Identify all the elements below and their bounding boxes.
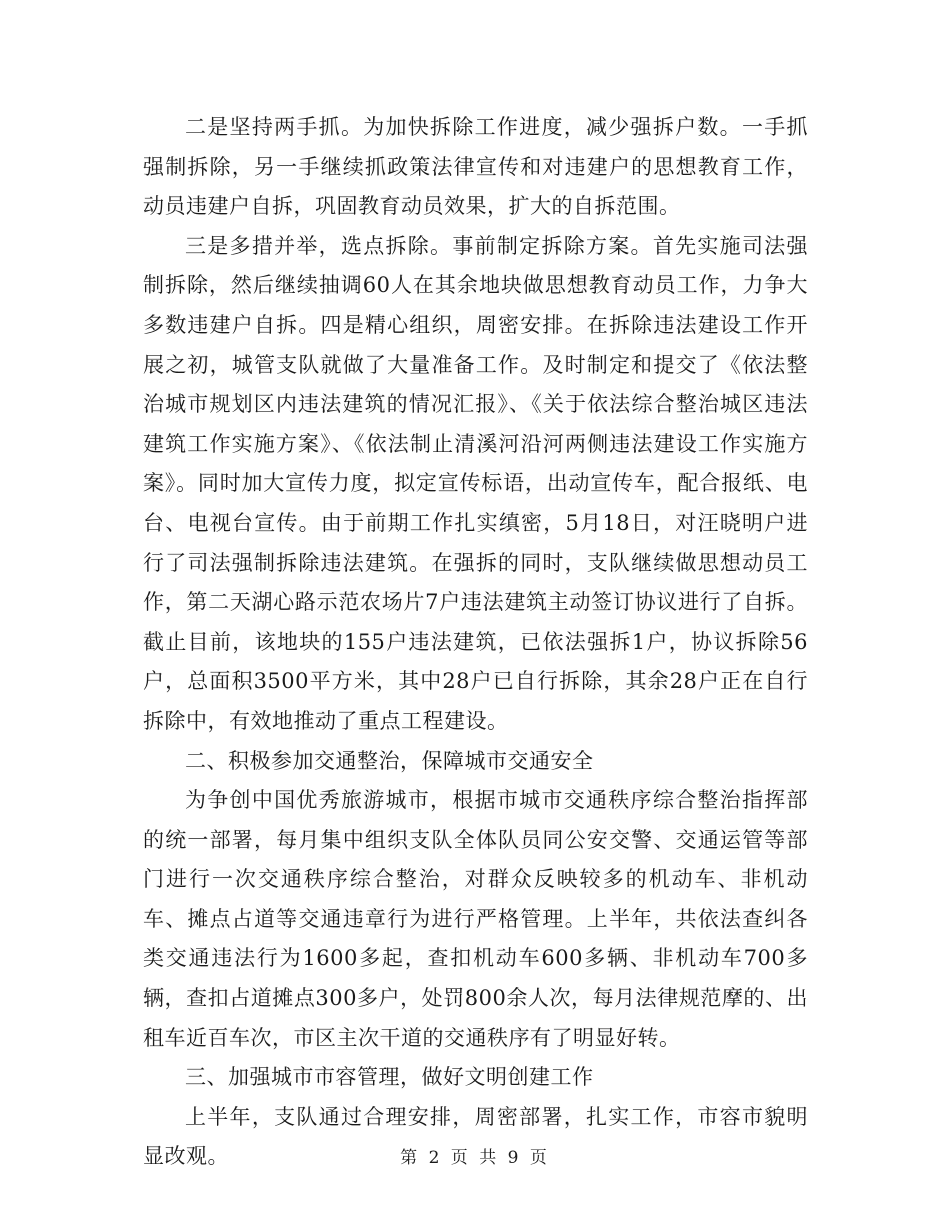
- document-body: [143, 108, 808, 1177]
- paragraph-city-appearance: 上半年，支队通过合理安排，周密部署，扎实工作，市容市貌明显改观。: [143, 1104, 808, 1169]
- section-heading-traffic: 二、积极参加交通整治，保障城市交通安全: [185, 748, 594, 773]
- paragraph-two-hands: 二是坚持两手抓。为加快拆除工作进度，减少强拆户数。一手抓强制拆除，另一手继续抓政策法律宣传和对违建户的思想教育工作，动员违建户自拆，巩固教育动员效果，扩大的自拆范围。: [143, 115, 808, 219]
- paragraph-traffic: 为争创中国优秀旅游城市，根据市城市交通秩序综合整治指挥部的统一部署，每月集中组织支队全体队员同公安交警、交通运管等部门进行一次交通秩序综合整治，对群众反映较多的机动车、非机动车、摊点占道等交通违章行为进行严格管理。上半年，共依法查纠各类交通违法行为1600多起，查扣机动车600多辆、非机动车700多辆，查扣占道摊点300多户，处罚800余人次，每月法律规范摩的、出租车近百车次，市区主次干道的交通秩序有了明显好转。: [143, 788, 808, 1050]
- paragraph-multiple-measures: 三是多措并举，选点拆除。事前制定拆除方案。首先实施司法强制拆除，然后继续抽调60人在其余地块做思想教育动员工作，力争大多数违建户自拆。四是精心组织，周密安排。在拆除违法建设工作开展之初，城管支队就做了大量准备工作。及时制定和提交了《依法整治城市规划区内违法建筑的情况汇报》、《关于依法综合整治城区违法建筑工作实施方案》、《依法制止清溪河沿河两侧违法建设工作实施方案》。同时加大宣传力度，拟定宣传标语，出动宣传车，配合报纸、电台、电视台宣传。由于前期工作扎实缜密，5月18日，对汪晓明户进行了司法强制拆除违法建筑。在强拆的同时，支队继续做思想动员工作，第二天湖心路示范农场片7户违法建筑主动签订协议进行了自拆。截止目前，该地块的155户违法建筑，已依法强拆1户，协议拆除56户，总面积3500平方米，其中28户已自行拆除，其余28户正在自行拆除中，有效地推动了重点工程建设。: [143, 233, 808, 733]
- section-heading-city-appearance: 三、加强城市市容管理，做好文明创建工作: [185, 1065, 594, 1090]
- page-number-footer: 第 2 页 共 9 页: [400, 1148, 550, 1168]
